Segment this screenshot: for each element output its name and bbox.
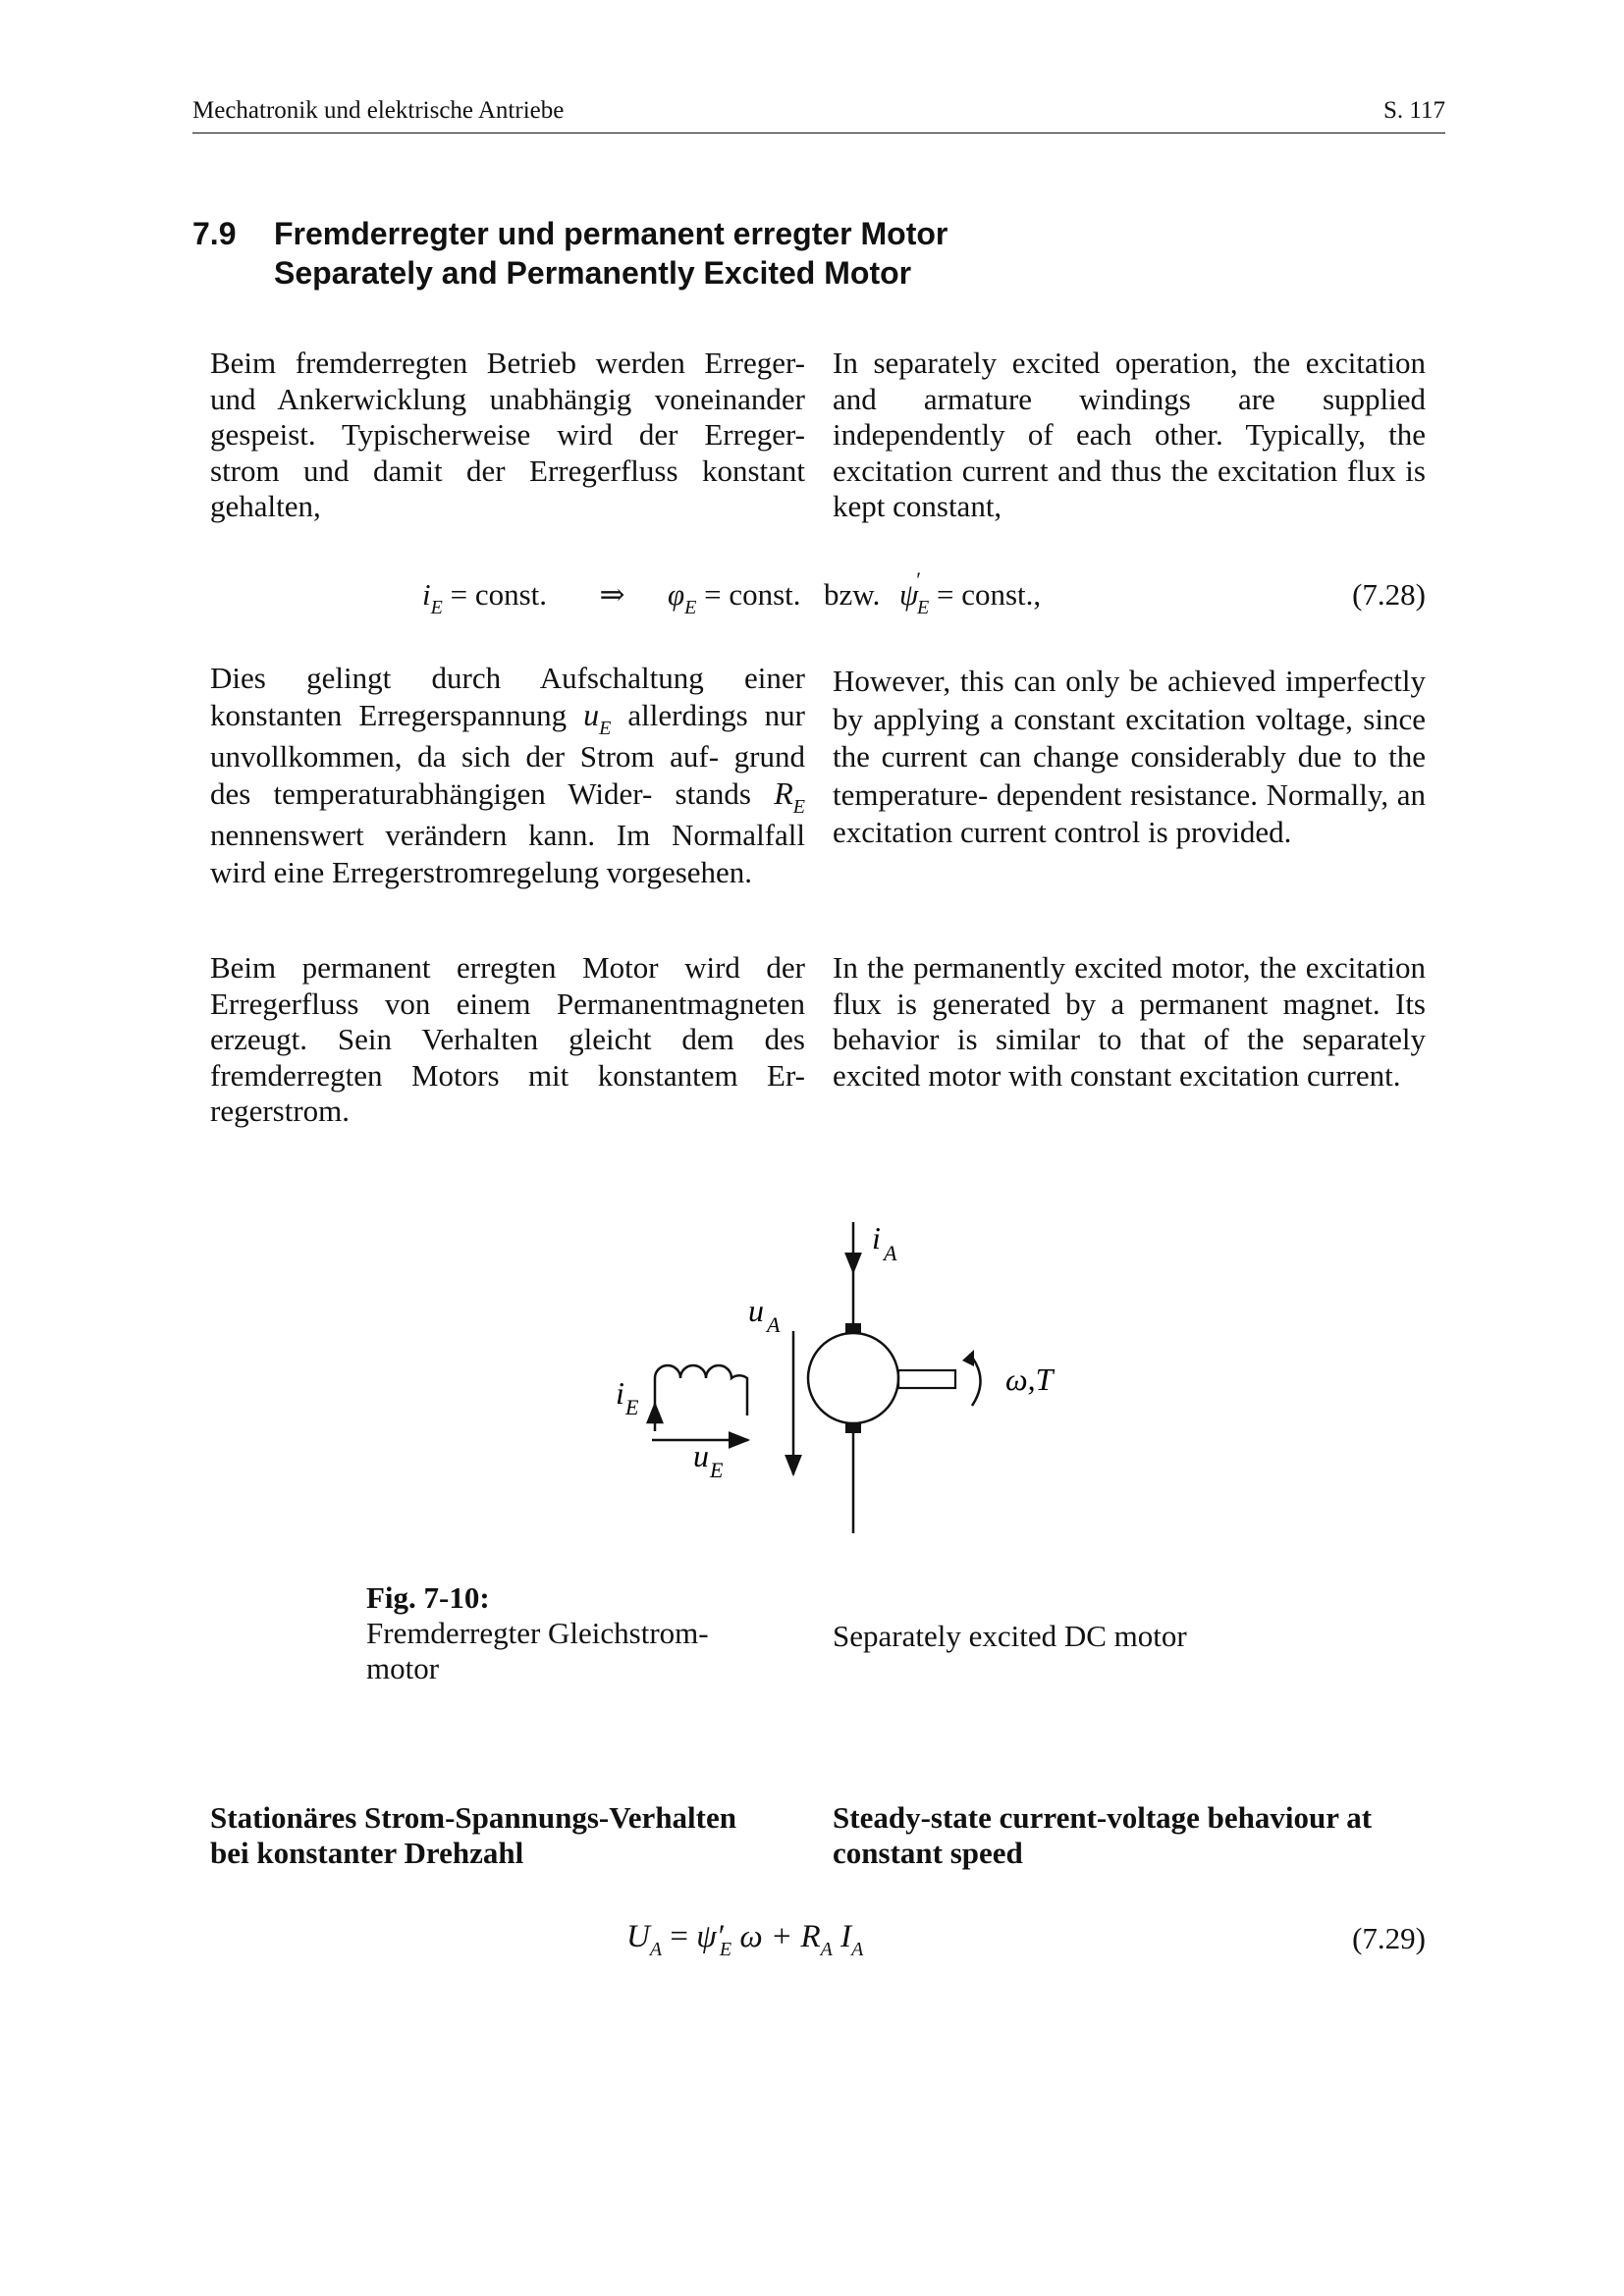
eq-729-R-sub: A [820,1939,833,1960]
p2-de-r-sub: E [792,795,806,818]
label-omega-torque: ω,T [1005,1362,1054,1397]
section-title-en: Separately and Permanently Excited Motor [274,255,912,291]
eq-729-psi: ψ′ [696,1919,724,1954]
p2-de-u: u [583,696,600,732]
section-number: 7.9 [192,216,237,251]
subsection-title-de-line2: bei konstanter Drehzahl [210,1836,524,1870]
p2-de-r: R [774,774,793,811]
paragraph-3-en [833,950,1426,1094]
eq-728-i: i [422,577,431,612]
implies-arrow: ⇒ [599,577,625,612]
equation-number-7-28: (7.28) [1352,577,1426,612]
label-iE-sub: E [625,1395,639,1419]
label-iA: i [872,1220,881,1255]
dc-motor-schematic [550,1198,1100,1551]
eq-729-U-sub: A [649,1939,663,1960]
p2-de-b: allerdings nur unvollkommen, da sich der Strom auf- grund des temperaturabhängigen Wider- stands [210,697,806,811]
armature-circle [808,1333,898,1423]
eq-728-prime: ′ [916,567,922,592]
paragraph-2-en-text: However, this can only be achieved imperfectly by applying a constant excitation voltage, since the current can change considerably due to the temperature- dependent resistance. Normally, an excitation current control is provided. [833,664,1426,849]
page-number: S. 117 [1383,97,1445,124]
paragraph-2-de-text [210,660,805,890]
equation-number-7-29: (7.29) [1352,1921,1426,1955]
label-uA-sub: A [767,1312,781,1337]
eq-728-i-sub: E [430,597,443,618]
eq-728-part3: = const., [929,577,1042,612]
label-uA: u [748,1293,764,1328]
running-header-title: Mechatronik und elektrische Antriebe [192,97,565,124]
eq-728-part2: = const. [696,577,801,612]
eq-728-phi-sub: E [684,597,697,618]
figure-caption-label: Fig. 7-10: [366,1580,490,1615]
eq-728-bzw: bzw. [824,577,881,612]
label-iA-sub: A [884,1241,897,1265]
paragraph-1-de [210,346,805,525]
eq-729-omega: ω + [731,1919,801,1954]
paragraph-3-de-text: Beim permanent erregten Motor wird der Erregerfluss von einem Permanentmagneten erzeugt. Sein Verhalten gleicht dem des fremderregten Motors mit konstantem Er- regerstrom. [210,950,805,1128]
p2-de-c: nennenswert verändern kann. Im Normalfall wird eine Erregerstromregelung vorgesehen. [210,818,805,889]
figure-caption-de-line1: Fremderregter Gleichstrom- [366,1616,709,1650]
eq-729-equals: = [662,1919,697,1954]
equation-7-29 [626,1919,864,1960]
brush-bottom [845,1423,861,1433]
paragraph-1-en [833,346,1426,525]
label-iE: i [616,1375,624,1411]
p2-de-u-sub: E [599,717,612,739]
subsection-title-en-line2: constant speed [833,1836,1023,1870]
equation-7-28 [422,567,1042,618]
paragraph-3-en-text: In the permanently excited motor, the excitation flux is generated by a permanent magnet. Its behavior is similar to that of the separately excited motor with constant excitation current. [833,950,1426,1093]
eq-728-psi-sub: E [917,597,930,618]
brush-top [845,1323,861,1333]
paragraph-1-en-text: In separately excited operation, the excitation and armature windings are supplied independently of each other. Typically, the excitation current and thus the excitation flux is kept constant, [833,346,1426,523]
paragraph-3-de [210,950,805,1130]
motor-shaft [898,1370,955,1388]
figure-caption-de-line2: motor [366,1651,440,1685]
paragraph-2-de [210,660,805,890]
section-title-de: Fremderregter und permanent erregter Motor [274,216,948,251]
eq-729-I: I [832,1919,852,1954]
figure-caption-en: Separately excited DC motor [833,1619,1187,1653]
label-uE-sub: E [710,1458,724,1482]
subsection-title-de-line1: Stationäres Strom-Spannungs-Verhalten [210,1800,736,1835]
excitation-coil [655,1365,747,1415]
paragraph-2-en [833,663,1426,852]
eq-728-phi: φ [668,577,685,612]
eq-728-psi: ψ [898,577,919,612]
eq-729-I-sub: A [851,1939,864,1960]
paragraph-1-de-text: Beim fremderregten Betrieb werden Erreger- und Ankerwicklung unabhängig voneinander gespeist. Typischerweise wird der Erreger- strom und damit der Erregerfluss konstant gehalten, [210,346,805,523]
p2-de-a: Dies gelingt durch Aufschaltung einer konstanten Erregerspannung [210,661,805,732]
eq-728-part1: = const. [442,577,548,612]
rotation-arrow-head [962,1350,974,1366]
label-uE: u [693,1438,709,1473]
eq-729-psi-sub: E [719,1939,732,1960]
eq-729-U: U [626,1919,650,1954]
eq-729-R: R [800,1919,821,1954]
subsection-title-en-line1: Steady-state current-voltage behaviour at [833,1800,1373,1835]
